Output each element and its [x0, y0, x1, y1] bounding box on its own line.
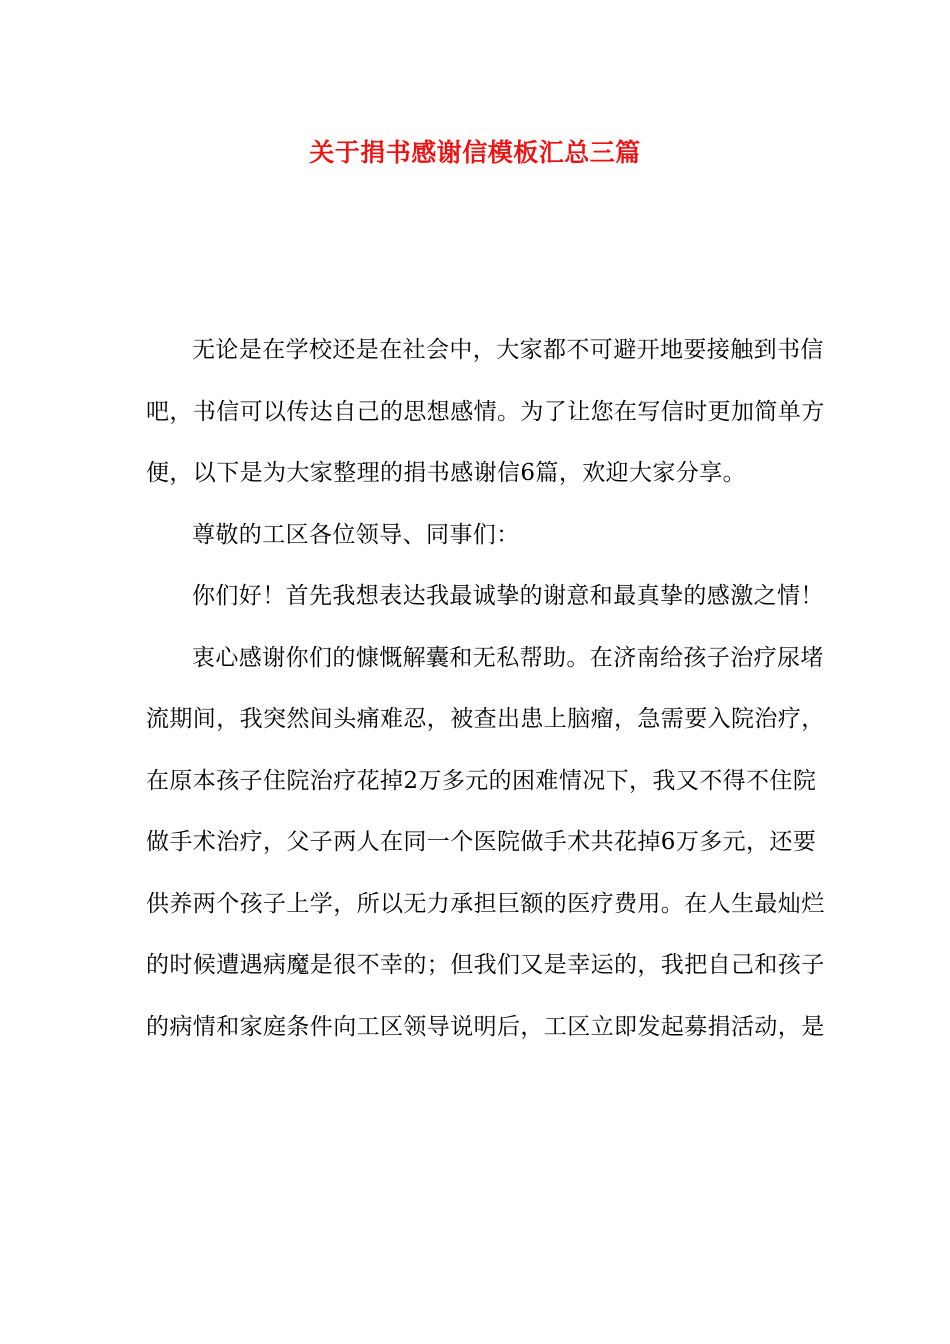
body-line: 尊敬的工区各位领导、同事们： — [192, 521, 520, 548]
body-line: 做手术治疗，父子两人在同一个医院做手术共花掉6万多元，还要 — [146, 829, 817, 855]
body-line: 的病情和家庭条件向工区领导说明后，工区立即发起募捐活动，是 — [146, 1013, 825, 1040]
body-line: 吧，书信可以传达自己的思想感情。为了让您在写信时更加简单方 — [146, 398, 825, 425]
body-line: 在原本孩子住院治疗花掉2万多元的困难情况下，我又不得不住院 — [146, 767, 817, 794]
body-line: 衷心感谢你们的慷慨解囊和无私帮助。在济南给孩子治疗尿堵 — [192, 644, 824, 671]
document-body — [146, 320, 825, 1058]
document-title: 关于捐书感谢信模板汇总三篇 — [309, 138, 641, 167]
body-line: 便，以下是为大家整理的捐书感谢信6篇，欢迎大家分享。 — [146, 460, 747, 486]
body-line: 你们好！首先我想表达我最诚挚的谢意和最真挚的感激之情！ — [192, 583, 824, 609]
body-line: 流期间，我突然间头痛难忍，被查出患上脑瘤，急需要入院治疗， — [146, 706, 825, 732]
body-line: 供养两个孩子上学，所以无力承担巨额的医疗费用。在人生最灿烂 — [146, 890, 825, 917]
body-line: 无论是在学校还是在社会中，大家都不可避开地要接触到书信 — [192, 337, 824, 363]
body-line: 的时候遭遇病魔是很不幸的；但我们又是幸运的，我把自己和孩子 — [146, 952, 825, 978]
